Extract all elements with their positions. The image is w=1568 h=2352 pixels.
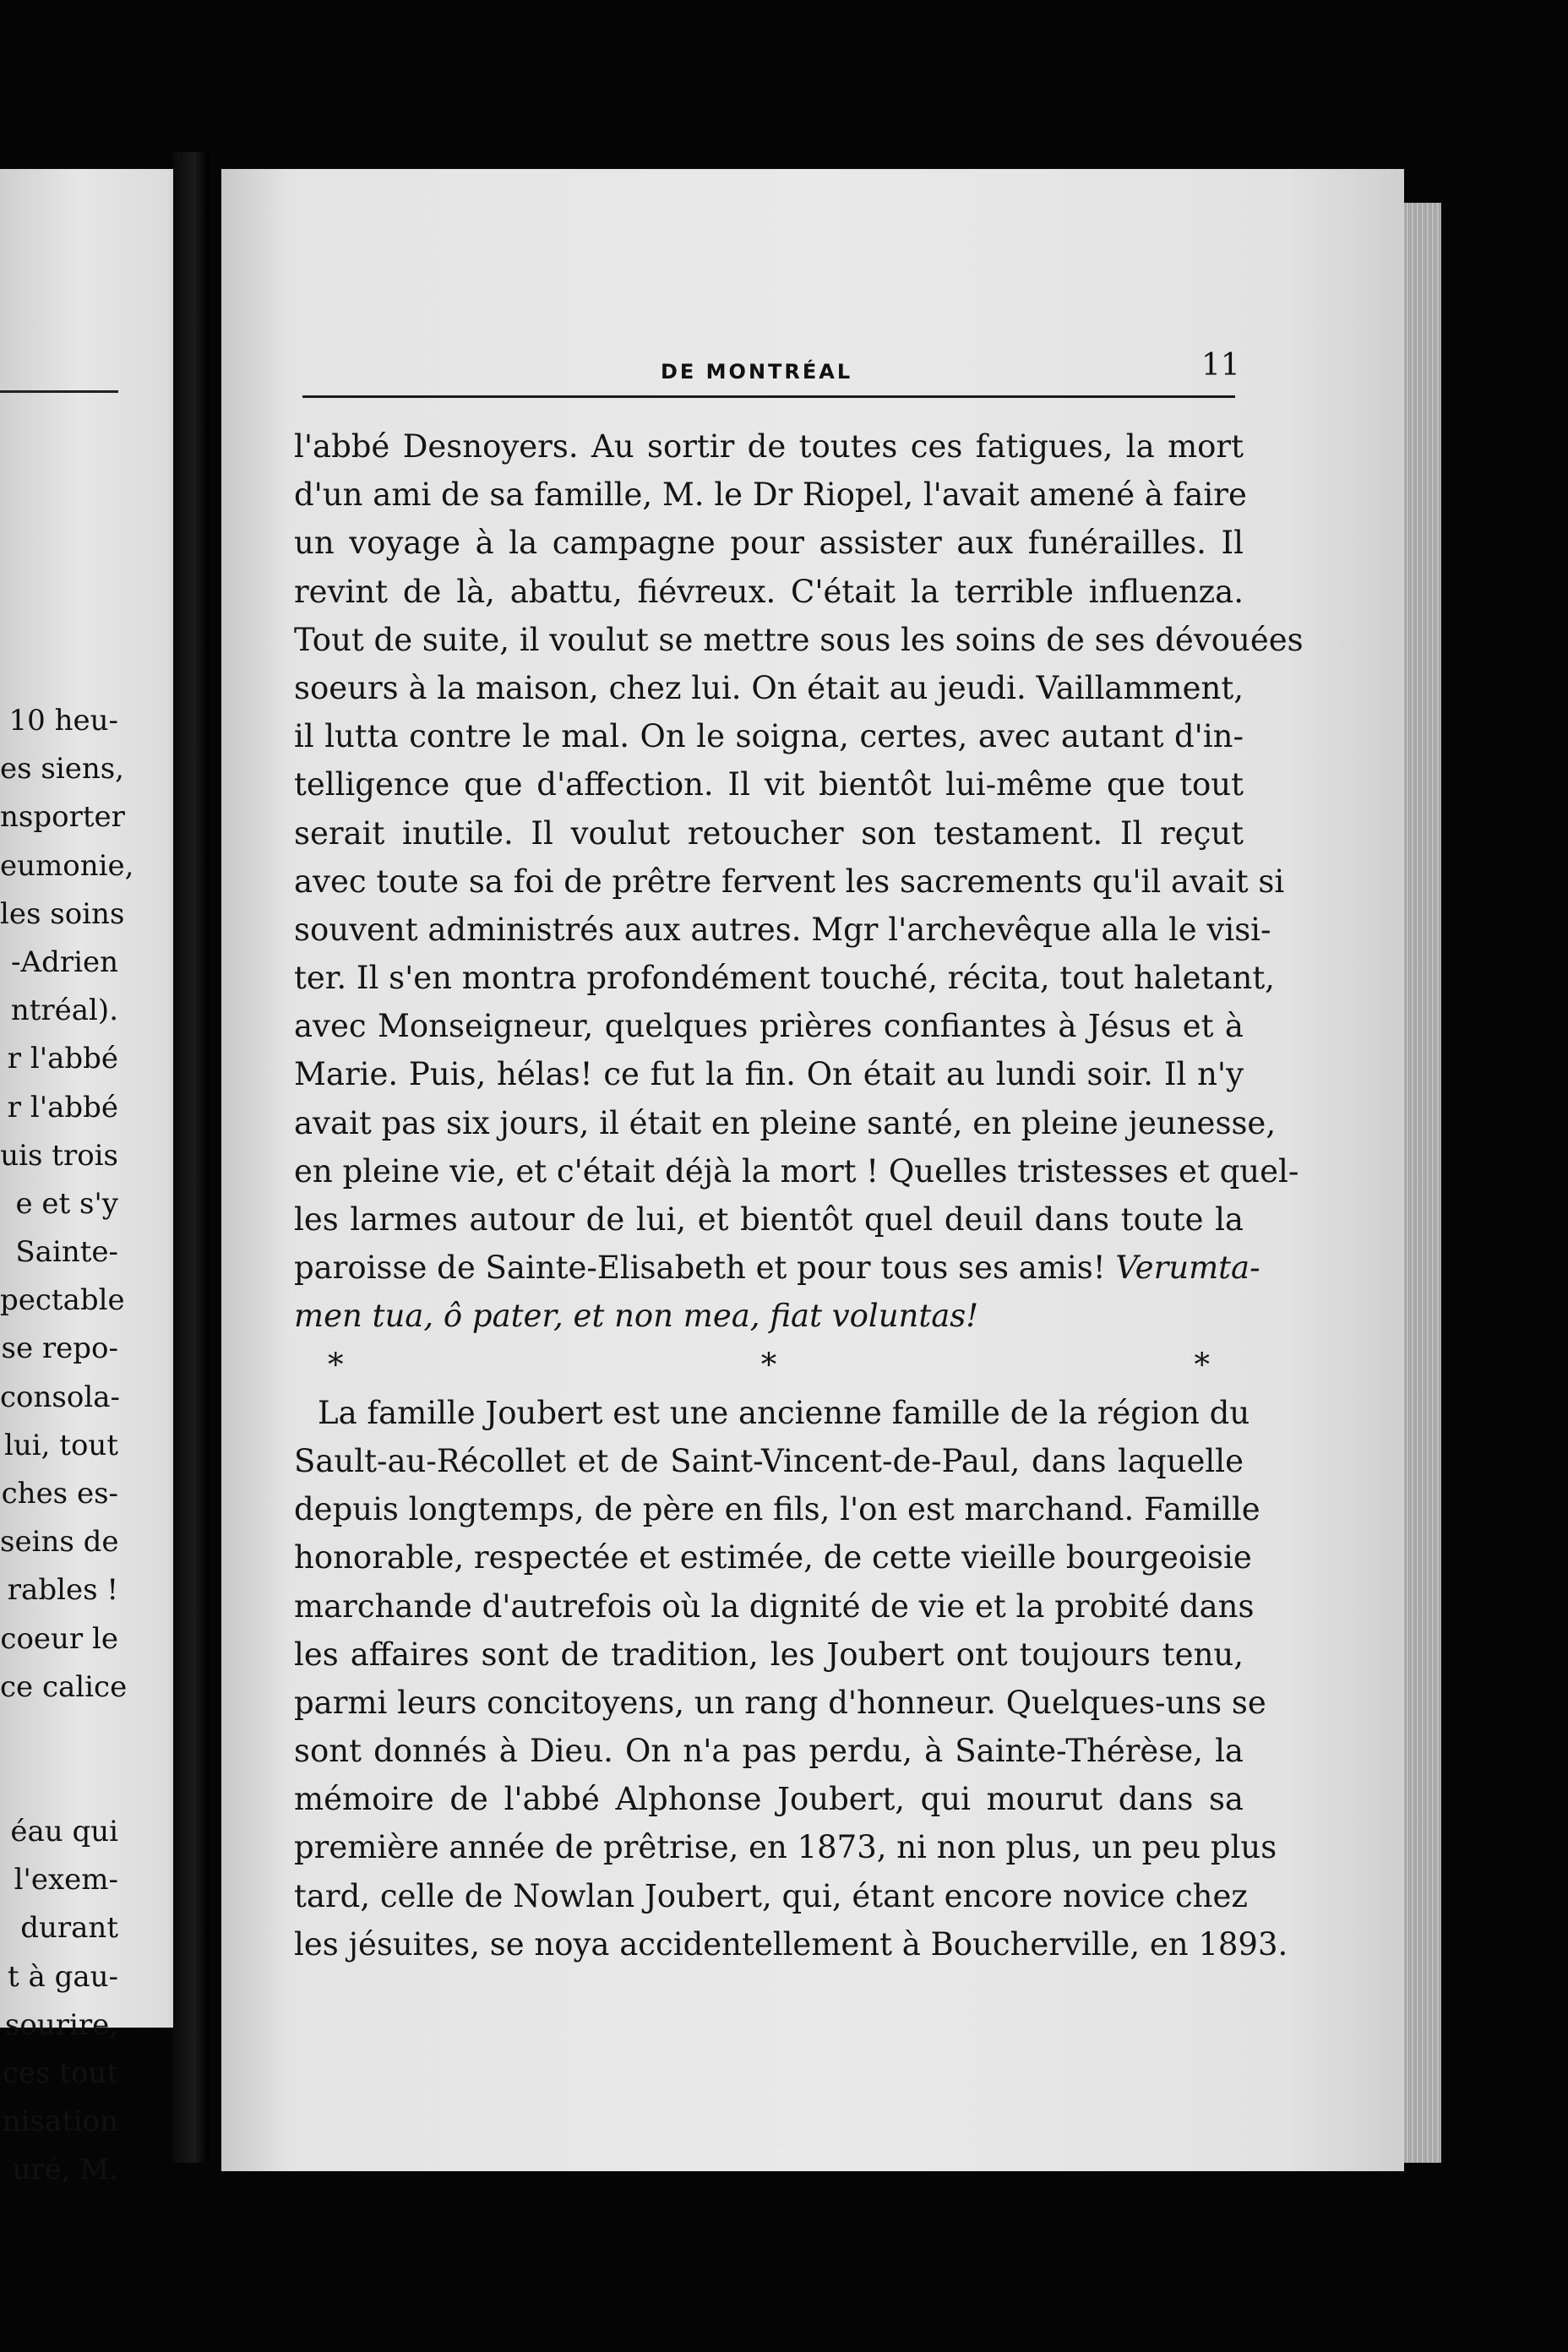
text-line: les soins xyxy=(0,896,125,931)
text-line xyxy=(294,1244,1260,1292)
book-gutter xyxy=(173,152,209,2163)
text-line: première année de prêtrise, en 1873, ni non plus, un peu plus xyxy=(294,1829,1277,1866)
text-line: ter. Il s'en montra profondément touché, récita, tout haletant, xyxy=(294,960,1275,997)
text-line: Tout de suite, il voulut se mettre sous les soins de ses dévouées xyxy=(294,621,1304,658)
text-line: e et s'y xyxy=(15,1186,118,1221)
text-line: consola- xyxy=(0,1380,120,1414)
text-line: telligence que d'affection. Il vit bientôt lui-même que tout xyxy=(294,766,1244,803)
section-ornament: * * * xyxy=(328,1346,1244,1383)
page-body-text xyxy=(294,422,1304,1968)
text-line: r l'abbé xyxy=(7,1042,118,1076)
text-line: soeurs à la maison, chez lui. On était au jeudi. Vaillamment, xyxy=(294,669,1244,706)
text-line: r l'abbé xyxy=(7,1090,118,1124)
text-line: lui, tout xyxy=(4,1428,118,1462)
text-line: d'un ami de sa famille, M. le Dr Riopel, l'avait amené à faire xyxy=(294,476,1247,514)
text-line: uis trois xyxy=(0,1138,118,1173)
text-line: les jésuites, se noya accidentellement à Boucherville, en 1893. xyxy=(294,1925,1288,1963)
text-line: Sainte- xyxy=(15,1235,118,1270)
text-line: 10 heu- xyxy=(8,704,118,738)
text-line: un voyage à la campagne pour assister aux funérailles. Il xyxy=(294,525,1244,562)
text-line: marchande d'autrefois où la dignité de vie et la probité dans xyxy=(294,1587,1255,1625)
text-line: éau qui xyxy=(10,1814,118,1848)
text-line: nsporter xyxy=(0,800,125,835)
text-line: serait inutile. Il voulut retoucher son testament. Il reçut xyxy=(294,814,1244,852)
text-line: avec toute sa foi de prêtre fervent les sacrements qu'il avait si xyxy=(294,863,1285,900)
text-line: ce calice xyxy=(0,1669,128,1704)
text-line: l'exem- xyxy=(14,1863,118,1897)
latin-quote-end: men tua, ô pater, et non mea, fiat voluntas! xyxy=(294,1298,979,1335)
text-line: durant xyxy=(20,1911,118,1946)
text-line: Marie. Puis, hélas! ce fut la fin. On était au lundi soir. Il n'y xyxy=(294,1056,1244,1093)
text-line: parmi leurs concitoyens, un rang d'honneur. Quelques-uns se xyxy=(294,1684,1266,1721)
text-line: coeur le xyxy=(0,1621,118,1656)
text-line: La famille Joubert est une ancienne famille de la région du xyxy=(318,1394,1250,1431)
text-line: seins de xyxy=(0,1525,119,1560)
text-line: sont donnés à Dieu. On n'a pas perdu, à Sainte-Thérèse, la xyxy=(294,1733,1244,1770)
latin-quote-start: Verumta- xyxy=(1115,1250,1260,1287)
text-line: eumonie, xyxy=(0,848,134,883)
text-line: sourire, xyxy=(4,2007,118,2042)
text-line: -Adrien xyxy=(11,945,118,979)
text-line: es siens, xyxy=(0,752,124,787)
text-line: pectable xyxy=(0,1283,125,1318)
text-line: ces tout xyxy=(2,2055,118,2090)
text-line: avait pas six jours, il était en pleine santé, en pleine jeunesse, xyxy=(294,1104,1277,1141)
text-line: mémoire de l'abbé Alphonse Joubert, qui mourut dans sa xyxy=(294,1781,1244,1818)
running-head xyxy=(221,348,1404,390)
text-line: depuis longtemps, de père en fils, l'on est marchand. Famille xyxy=(294,1491,1260,1528)
previous-page-head-rule xyxy=(0,390,118,393)
text-line: honorable, respectée et estimée, de cette vieille bourgeoisie xyxy=(294,1539,1252,1576)
text-line: il lutta contre le mal. On le soigna, certes, avec autant d'in- xyxy=(294,718,1244,755)
head-rule xyxy=(302,395,1235,398)
text-line: l'abbé Desnoyers. Au sortir de toutes ces fatigues, la mort xyxy=(294,428,1244,465)
previous-page-text xyxy=(0,697,196,2194)
text-line: se repo- xyxy=(1,1331,118,1366)
text-line: tard, celle de Nowlan Joubert, qui, étant encore novice chez xyxy=(294,1877,1248,1914)
text-line: en pleine vie, et c'était déjà la mort ! Quelles tristesses et quel- xyxy=(294,1152,1299,1190)
text-line: t à gau- xyxy=(8,1959,118,1994)
text-line: ntréal). xyxy=(10,994,118,1028)
page-number: 11 xyxy=(1201,348,1240,383)
text-line-gap xyxy=(0,1712,196,1808)
text-line: les larmes autour de lui, et bientôt quel deuil dans toute la xyxy=(294,1201,1244,1238)
page-stack-edge xyxy=(1404,203,1441,2163)
text-line: les affaires sont de tradition, les Joubert ont toujours tenu, xyxy=(294,1636,1244,1673)
text-line: revint de là, abattu, fiévreux. C'était la terrible influenza. xyxy=(294,573,1244,610)
text-line: uré, M. xyxy=(12,2153,118,2187)
text-line: Sault-au-Récollet et de Saint-Vincent-de-Paul, dans laquelle xyxy=(294,1442,1244,1479)
previous-page-fragment xyxy=(0,169,196,2187)
text-line: souvent administrés aux autres. Mgr l'archevêque alla le visi- xyxy=(294,911,1271,948)
text-line: avec Monseigneur, quelques prières confiantes à Jésus et à xyxy=(294,1008,1244,1045)
text-line-roman: paroisse de Sainte-Elisabeth et pour tous ses amis! xyxy=(294,1250,1106,1287)
book-page xyxy=(221,169,1404,2171)
running-title: DE MONTRÉAL xyxy=(661,360,853,384)
text-line: nisation xyxy=(2,2104,118,2139)
text-line: ches es- xyxy=(1,1477,118,1511)
text-line: rables ! xyxy=(7,1573,118,1608)
